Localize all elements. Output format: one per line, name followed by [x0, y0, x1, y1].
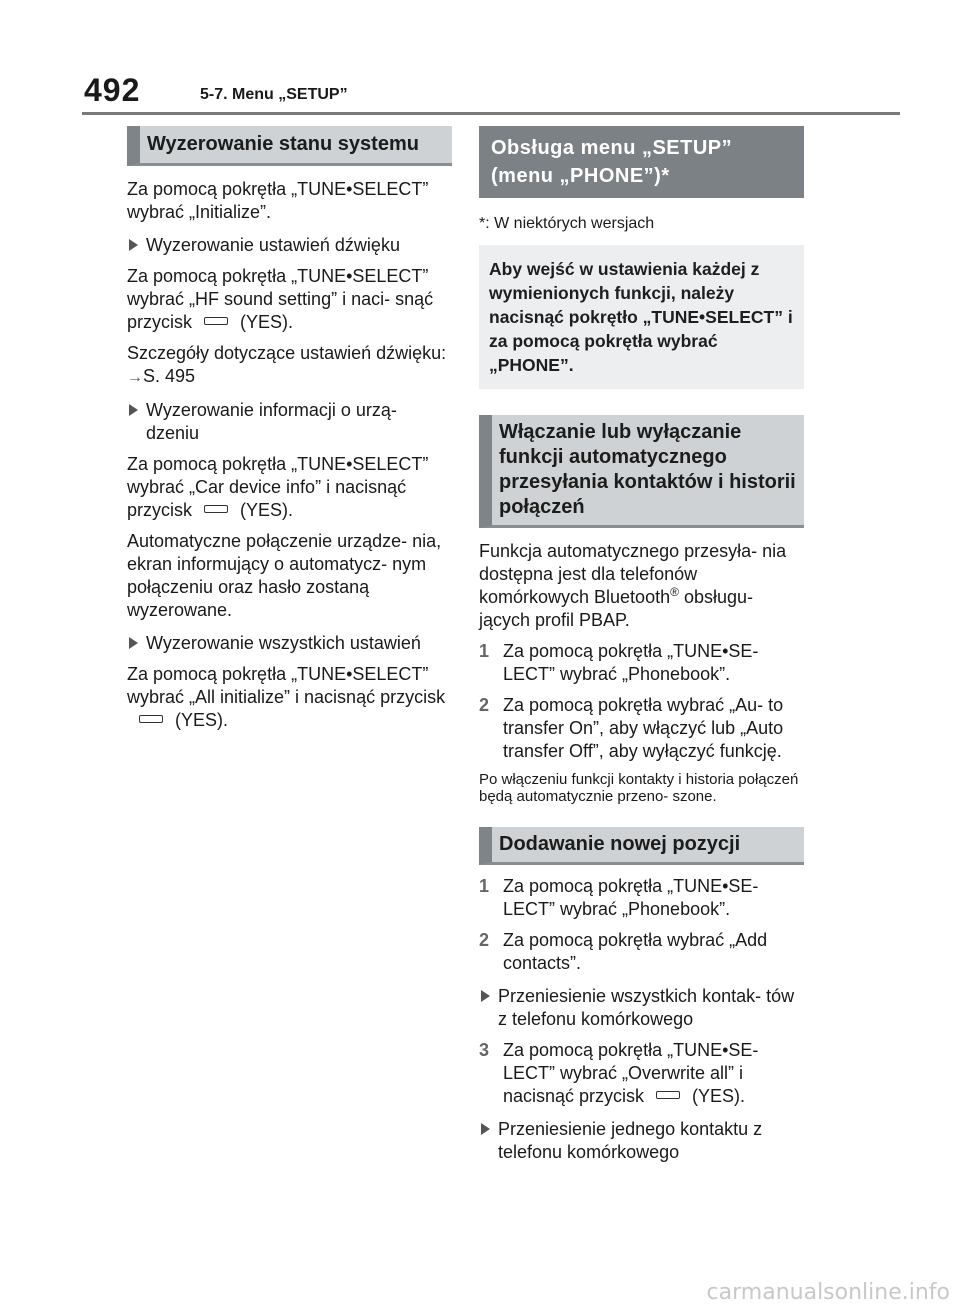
- subsection-label: Przeniesienie jednego kontaktu z telefonu komórkowego: [498, 1119, 763, 1162]
- step-item: [479, 929, 804, 975]
- device-info-instruction: [127, 453, 452, 522]
- details-text: Szczegóły dotyczące ustawień dźwięku:: [127, 343, 447, 363]
- page-header: [0, 0, 960, 116]
- description-text: Funkcja automatycznego przesyła- nia dostępna jest dla telefonów komórkowych Bluetooth: [479, 541, 787, 607]
- step-number: 1: [479, 876, 490, 896]
- auto-transfer-note: Po włączeniu funkcji kontakty i historia połączeń będą automatycznie przeno- szone.: [479, 771, 799, 805]
- subsection-label: Wyzerowanie ustawień dźwięku: [146, 235, 400, 255]
- step-number: 1: [479, 641, 490, 661]
- left-column: [127, 126, 452, 732]
- step-text: Za pomocą pokrętła wybrać „Add contacts”.: [503, 930, 768, 973]
- triangle-bullet-icon: [129, 637, 138, 649]
- step-text: Za pomocą pokrętła wybrać „Au- to transfer On”, aby włączyć lub „Auto transfer Off”, aby wyłączyć funkcję.: [503, 695, 784, 761]
- instruction-text: Za pomocą pokrętła „TUNE•SELECT” wybrać „Car device info” i nacisnąć przycisk: [127, 454, 429, 520]
- steps-auto-transfer: [479, 640, 804, 763]
- triangle-bullet-icon: [481, 990, 490, 1002]
- description-text-end: obsługu- jących profil PBAP.: [479, 587, 753, 630]
- step-item: [479, 1039, 804, 1108]
- arrow-right-icon: →: [127, 369, 143, 386]
- step-number: 2: [479, 930, 490, 950]
- subsection-device-info-reset: [127, 399, 452, 445]
- step-number: 2: [479, 695, 490, 715]
- subsection-label: Przeniesienie wszystkich kontak- tów z telefonu komórkowego: [498, 986, 795, 1029]
- sound-reset-instruction: [127, 265, 452, 334]
- button-icon: [204, 317, 228, 325]
- instruction-text: Za pomocą pokrętła „TUNE•SELECT” wybrać „All initialize” i nacisnąć przycisk: [127, 664, 446, 707]
- step-number: 3: [479, 1040, 490, 1060]
- step-text: Za pomocą pokrętła „TUNE•SE- LECT” wybrać „Phonebook”.: [503, 876, 759, 919]
- intro-text: Za pomocą pokrętła „TUNE•SELECT” wybrać „Initialize”.: [127, 179, 429, 222]
- subsection-label: Wyzerowanie informacji o urzą- dzeniu: [146, 400, 397, 443]
- sound-details: [127, 342, 452, 389]
- footnote: *: W niektórych wersjach: [479, 215, 655, 232]
- triangle-bullet-icon: [481, 1123, 490, 1135]
- heading-add-entry: Dodawanie nowej pozycji: [479, 827, 804, 865]
- subsection-all-reset: [127, 632, 452, 655]
- section-title: 5-7. Menu „SETUP”: [200, 86, 348, 103]
- all-reset-instruction: [127, 663, 452, 732]
- button-icon: [656, 1091, 680, 1099]
- step-item: [479, 640, 804, 686]
- instruction-text: Za pomocą pokrętła „TUNE•SELECT” wybrać „HF sound setting” i naci- snąć przycisk: [127, 266, 434, 332]
- header-rule: [82, 112, 900, 115]
- registered-mark: ®: [670, 585, 679, 599]
- info-box: Aby wejść w ustawienia każdej z wymienionych funkcji, należy nacisnąć pokrętło „TUNE•SELECT” i za pomocą pokrętła wybrać „PHONE”.: [479, 245, 804, 389]
- heading-auto-transfer: Włączanie lub wyłączanie funkcji automatycznego przesyłania kontaktów i historii połączeń: [479, 415, 804, 528]
- subsection-label: Wyzerowanie wszystkich ustawień: [146, 633, 421, 653]
- subsection-transfer-one: [479, 1118, 804, 1164]
- step-item: [479, 875, 804, 921]
- device-info-result: Automatyczne połączenie urządze- nia, ekran informujący o automatycz- nym połączeniu oraz hasło zostaną wyzerowane.: [127, 531, 442, 620]
- step-item: [479, 694, 804, 763]
- subsection-transfer-all: [479, 985, 804, 1031]
- instruction-suffix: (YES).: [240, 500, 294, 520]
- button-icon: [139, 715, 163, 723]
- subsection-sound-reset: [127, 234, 452, 257]
- heading-system-reset: Wyzerowanie stanu systemu: [127, 126, 452, 166]
- steps-add-entry: [479, 875, 804, 975]
- instruction-suffix: (YES).: [240, 312, 294, 332]
- triangle-bullet-icon: [129, 404, 138, 416]
- page-number: 492: [84, 72, 141, 108]
- button-icon: [204, 505, 228, 513]
- right-column: [479, 126, 804, 1164]
- page-reference: S. 495: [143, 366, 196, 386]
- heading-setup-phone-menu: Obsługa menu „SETUP” (menu „PHONE”)*: [479, 126, 804, 198]
- step-text-suffix: (YES).: [692, 1086, 746, 1106]
- step-text: Za pomocą pokrętła „TUNE•SE- LECT” wybrać „Overwrite all” i nacisnąć przycisk: [503, 1040, 759, 1106]
- auto-transfer-description: [479, 540, 804, 632]
- step-text: Za pomocą pokrętła „TUNE•SE- LECT” wybrać „Phonebook”.: [503, 641, 759, 684]
- instruction-suffix: (YES).: [175, 710, 229, 730]
- watermark: carmanualsonline.info: [706, 1280, 950, 1305]
- triangle-bullet-icon: [129, 239, 138, 251]
